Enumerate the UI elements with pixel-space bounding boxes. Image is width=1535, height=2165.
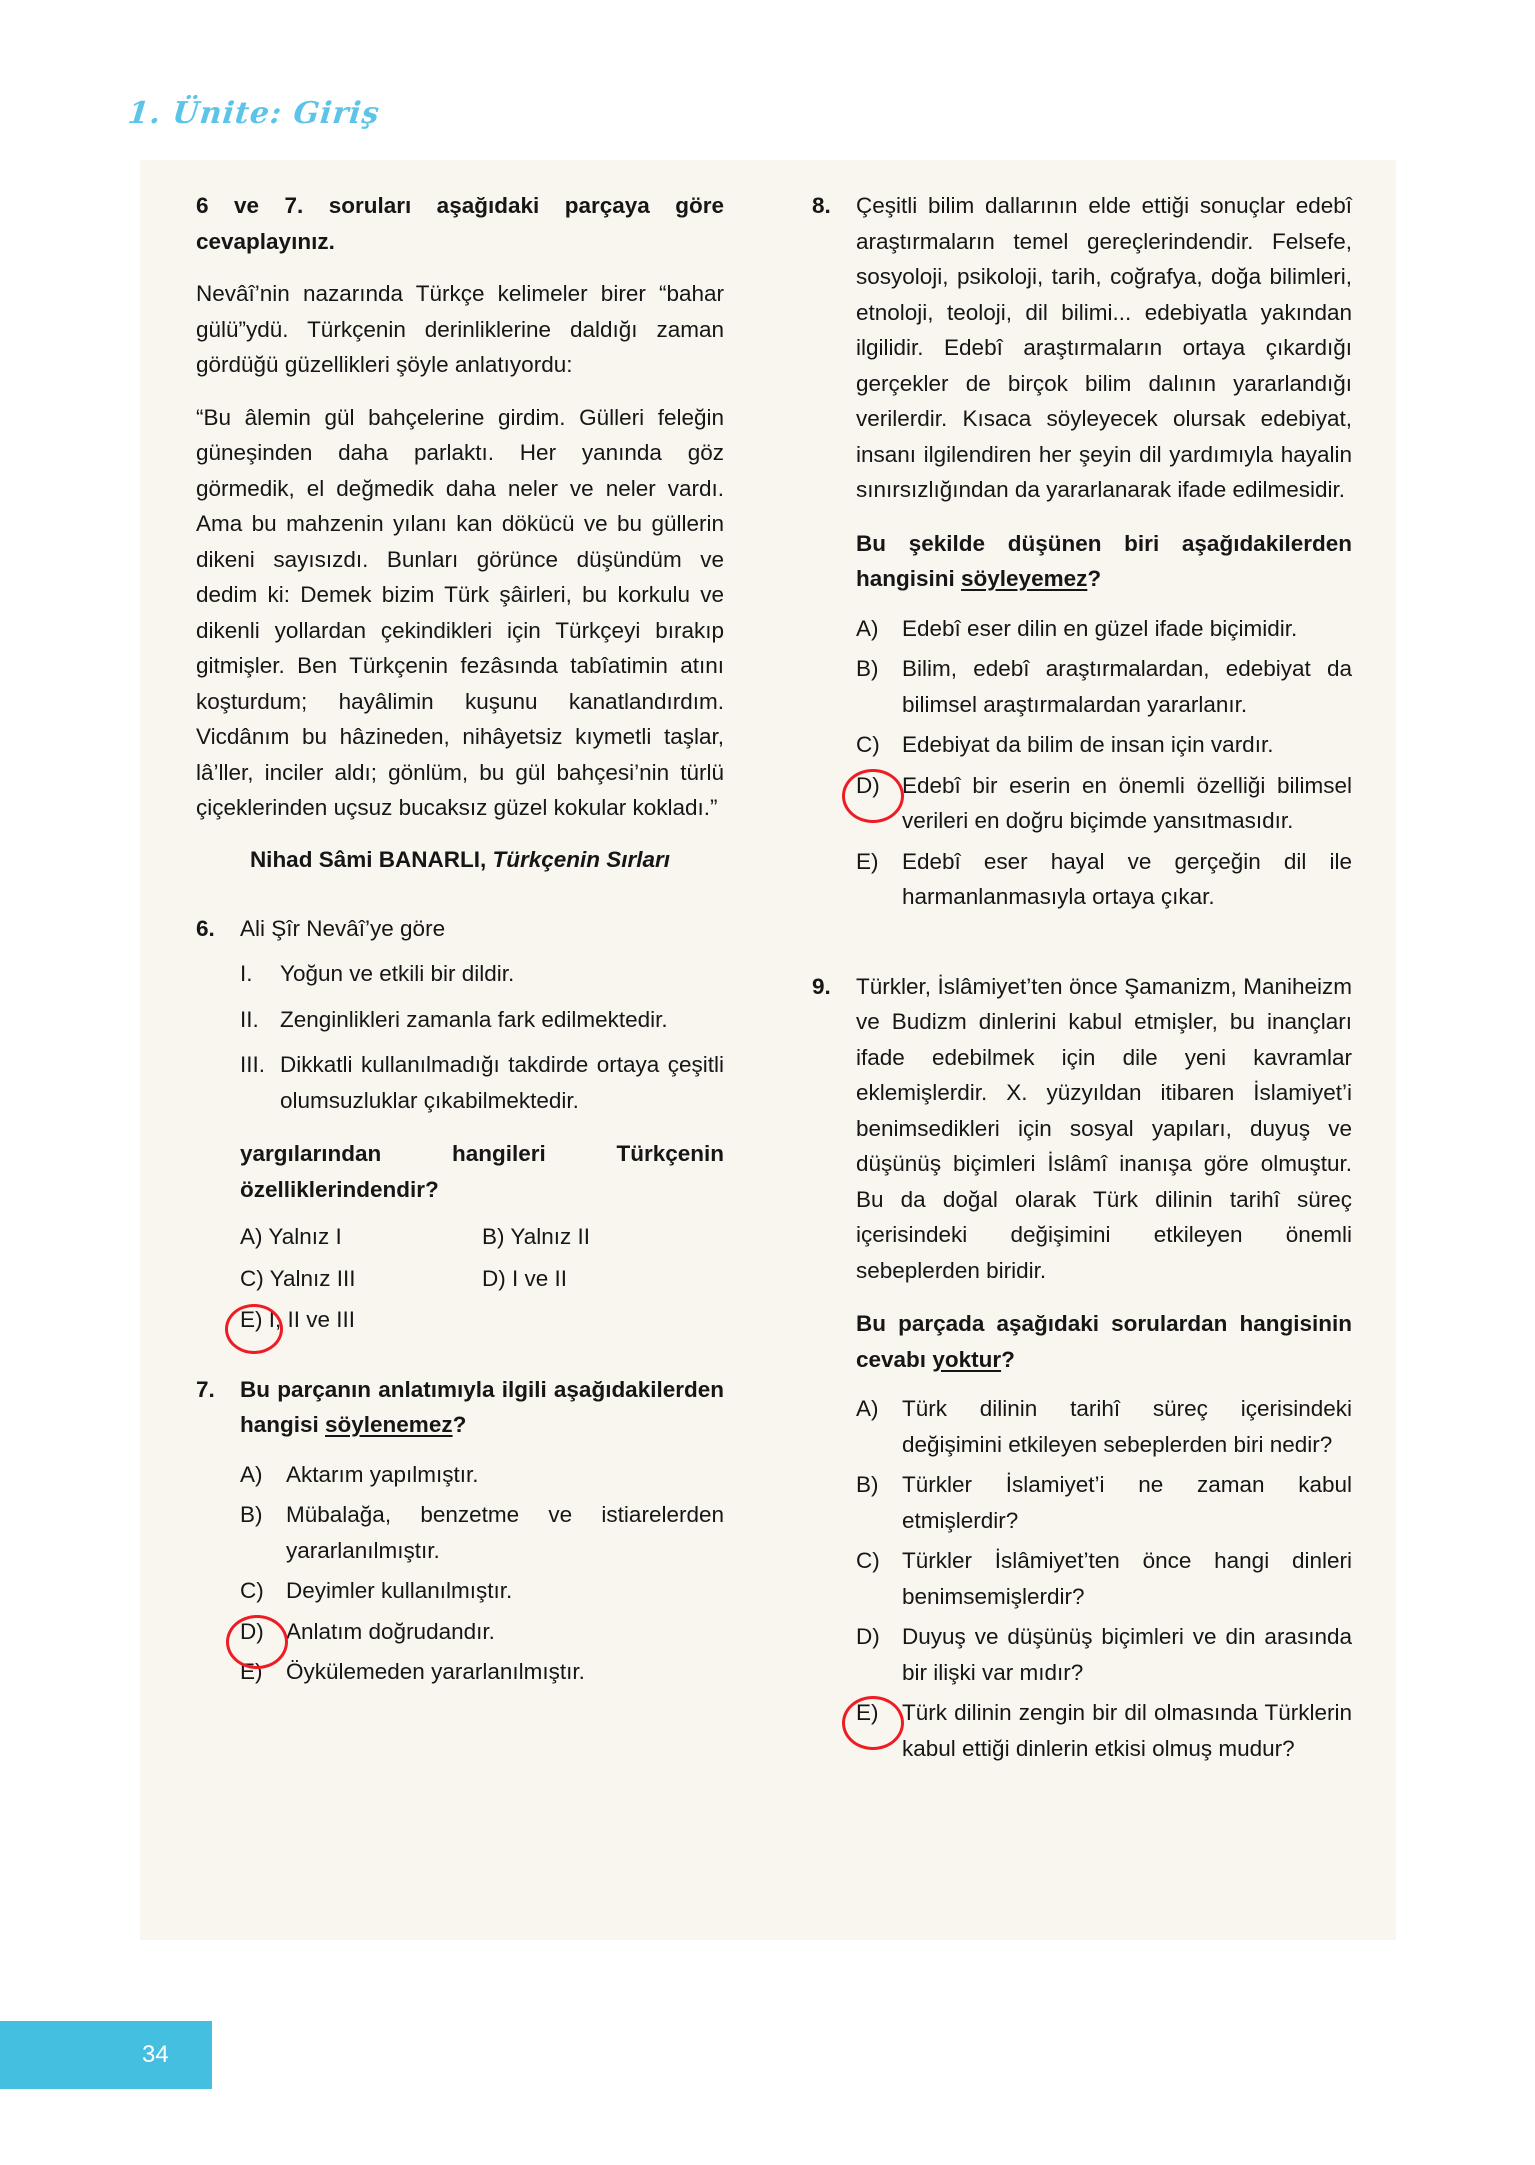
option-d-label: D) — [482, 1265, 506, 1291]
option-a[interactable] — [240, 1457, 724, 1493]
option-a-text: Aktarım yapılmıştır. — [286, 1461, 479, 1487]
option-e[interactable] — [240, 1302, 482, 1338]
page-number: 34 — [142, 2041, 169, 2068]
attribution-author: Nihad Sâmi BANARLI, — [249, 846, 487, 872]
option-a[interactable] — [856, 611, 1352, 647]
question-6-roman-list — [240, 956, 724, 1118]
question-7-number: 7. — [196, 1376, 215, 1402]
question-6-number: 6. — [196, 915, 215, 941]
option-b-label: B) — [482, 1224, 505, 1249]
option-d-text: Edebî bir eserin en önemli özelliği bilimsel verileri en doğru biçimde yansıtmasıdır. — [902, 772, 1352, 833]
option-c-label: C) — [856, 732, 880, 757]
option-c-text: Edebiyat da bilim de insan için vardır. — [902, 732, 1274, 757]
option-d[interactable] — [240, 1614, 724, 1650]
roman-text: Dikkatli kullanılmadığı takdirde ortaya çeşitli olumsuzluklar çıkabilmektedir. — [280, 1052, 724, 1113]
option-e-label: E) — [856, 848, 879, 874]
question-6-stem: Ali Şîr Nevâî’ye göre — [240, 915, 446, 941]
question-9-options — [856, 1391, 1352, 1766]
option-b-text: Türkler İslamiyet’i ne zaman kabul etmişlerdir? — [902, 1472, 1352, 1533]
option-e-text: I, II ve III — [268, 1307, 356, 1332]
roman-label: I. — [240, 961, 253, 986]
option-c[interactable] — [240, 1261, 482, 1297]
stem-part-after: ? — [1001, 1346, 1015, 1372]
option-e-label: E) — [240, 1659, 263, 1684]
option-e-text: Öykülemeden yararlanılmıştır. — [286, 1659, 585, 1684]
option-e[interactable] — [240, 1654, 724, 1690]
option-e-label: E) — [240, 1307, 263, 1332]
option-a-label: A) — [856, 1396, 879, 1421]
option-d[interactable] — [856, 768, 1352, 839]
option-a[interactable] — [240, 1219, 482, 1255]
roman-text: Yoğun ve etkili bir dildir. — [280, 961, 515, 986]
option-a-label: A) — [856, 615, 879, 641]
right-column — [768, 160, 1396, 1940]
question-6-options — [240, 1219, 724, 1338]
option-c-label: C) — [240, 1265, 264, 1291]
option-c[interactable] — [240, 1573, 724, 1609]
option-e-label — [856, 1695, 902, 1731]
question-8 — [812, 188, 1352, 915]
stem-underlined-word: söylenemez — [325, 1412, 453, 1437]
option-a-text: Türk dilinin tarihî süreç içerisindeki değişimini etkileyen sebeplerden biri nedir? — [902, 1396, 1352, 1457]
option-c-label: C) — [856, 1548, 880, 1573]
option-c-text: Yalnız III — [269, 1265, 356, 1291]
option-e-text: Türk dilinin zengin bir dil olmasında Türklerin kabul ettiği dinlerin etkisi olmuş mudur? — [902, 1700, 1352, 1761]
passage-quote: “Bu âlemin gül bahçelerine girdim. Gülleri feleğin güneşinden daha parlaktı. Her yanında göz görmedik, el değmedik daha neler ve neler vardı. Ama bu mahzenin yılanı kan dökücü ve bu güllerin dikeni sayısızdı. Bunları görünce düşündüm ve dedim ki: Demek bizim Türk şâirleri, bu korkulu ve dikenli yollardan çekindikleri için Türkçeyi bırakıp gitmişler. Ben Türkçenin fezâsında tabîatimin atını koşturdum; hayâlimin kuşunu kanatlandırdım. Vicdânım bu hâzineden, nihâyetsiz kıymetli taşlar, lâ’ller, inciler aldı; gönlüm, bu gül bahçesi’nin türlü çiçeklerinden uçsuz bucaksız güzel kokular kokladı.” — [196, 404, 724, 820]
stem-part-before: Bu parçanın anlatımıyla ilgili aşağıdakilerden hangisi — [240, 1376, 724, 1437]
stem-underlined-word: söyleyemez — [961, 566, 1088, 591]
option-e-text: Edebî eser hayal ve gerçeğin dil ile harmanlanmasıyla ortaya çıkar. — [902, 848, 1352, 909]
left-column — [140, 160, 768, 1940]
option-a-label: A) — [240, 1224, 263, 1249]
question-6-sub-stem: yargılarından hangileri Türkçenin özelliklerindendir? — [240, 1141, 724, 1202]
question-7-stem — [240, 1372, 724, 1443]
question-7-options — [240, 1457, 724, 1690]
passage-intro: Nevâî’nin nazarında Türkçe kelimeler birer “bahar gülü”ydü. Türkçenin derinliklerine daldığı zaman gördüğü güzellikleri şöyle anlatıyordu: — [196, 281, 724, 377]
option-d[interactable] — [856, 1619, 1352, 1690]
option-b[interactable] — [856, 651, 1352, 722]
option-b[interactable] — [240, 1497, 724, 1568]
option-b-label: B) — [240, 1502, 263, 1527]
roman-item — [240, 1002, 724, 1038]
option-a-text: Edebî eser dilin en güzel ifade biçimidir. — [902, 615, 1298, 641]
stem-part-before: Bu parçada aşağıdaki sorulardan hangisinin cevabı — [856, 1311, 1352, 1372]
option-c[interactable] — [856, 727, 1352, 763]
option-c[interactable] — [856, 1543, 1352, 1614]
option-d-label-text: D) — [240, 1618, 264, 1644]
option-b[interactable] — [856, 1467, 1352, 1538]
option-e[interactable] — [856, 1695, 1352, 1766]
stem-part-after: ? — [1087, 566, 1102, 591]
attribution-work: Türkçenin Sırları — [492, 846, 671, 872]
option-d-label: D) — [856, 1624, 880, 1649]
option-b-text: Yalnız II — [510, 1224, 590, 1249]
stem-part-after: ? — [452, 1412, 467, 1437]
option-e-label-text: E) — [856, 1700, 879, 1725]
roman-item — [240, 956, 724, 992]
option-a[interactable] — [856, 1391, 1352, 1462]
question-8-stem — [856, 526, 1352, 597]
option-b-text: Mübalağa, benzetme ve istiarelerden yararlanılmıştır. — [286, 1502, 724, 1563]
passage-attribution — [196, 843, 724, 877]
instruction-text: 6 ve 7. soruları aşağıdaki parçaya göre cevaplayınız. — [196, 193, 724, 254]
question-8-head — [812, 188, 1352, 508]
option-e[interactable] — [856, 844, 1352, 915]
question-9-passage: Türkler, İslâmiyet’ten önce Şamanizm, Maniheizm ve Budizm dinlerini kabul etmişler, bu inançları ifade edebilmek için dile yeni kavramlar eklemişlerdir. X. yüzyıldan itibaren İslamiyet’i benimsedikleri için sosyal yapıları, duyuş ve düşünüş biçimleri İslâmî inanışa göre olmuştur. Bu da doğal olarak Türk dilinin tarihî süreç içerisindeki değişimini etkileyen önemli sebeplerden biridir. — [856, 973, 1352, 1283]
stem-part-before: Bu şekilde düşünen biri aşağıdakilerden hangisini — [856, 530, 1352, 591]
option-d-text: Duyuş ve düşünüş biçimleri ve din arasında bir ilişki var mıdır? — [902, 1624, 1352, 1685]
question-9-number: 9. — [812, 973, 831, 999]
option-d-label-text: D) — [856, 772, 880, 798]
question-6-head — [196, 911, 724, 947]
option-d[interactable] — [482, 1261, 724, 1297]
question-9-head — [812, 969, 1352, 1289]
question-8-number: 8. — [812, 193, 831, 218]
option-b[interactable] — [482, 1219, 724, 1255]
stem-underlined-word: yoktur — [932, 1346, 1002, 1372]
question-7 — [196, 1372, 724, 1690]
option-b-text: Bilim, edebî araştırmalardan, edebiyat da bilimsel araştırmalardan yararlanır. — [902, 656, 1352, 717]
roman-label: II. — [240, 1006, 259, 1032]
option-a-text: Yalnız I — [268, 1224, 342, 1249]
two-column-layout — [140, 160, 1396, 1940]
option-d-text: I ve II — [512, 1265, 568, 1291]
roman-item — [240, 1047, 724, 1118]
question-9 — [812, 969, 1352, 1767]
question-8-options — [856, 611, 1352, 915]
question-6 — [196, 911, 724, 1338]
option-d-label — [856, 768, 902, 804]
option-c-text: Türkler İslâmiyet’ten önce hangi dinleri benimsemişlerdir? — [902, 1548, 1352, 1609]
question-7-head — [196, 1372, 724, 1443]
question-8-passage: Çeşitli bilim dallarının elde ettiği sonuçlar edebî araştırmaların temel gereçlerindendir. Felsefe, sosyoloji, psikoloji, tarih, coğrafya, doğa bilimleri, etnoloji, teoloji, dil bilimi... edebiyatla yakından ilgilidir. Edebî araştırmaların ortaya çıkardığı gerçekler de birçok bilim dalının yararlandığı verilerdir. Kısaca söyleyecek olursak edebiyat, insanı ilgilendiren her şeyin dil yardımıyla hayalin sınırsızlığından da yararlanarak ifade edilmesidir. — [856, 193, 1352, 502]
option-a-label: A) — [240, 1461, 263, 1487]
page-number-tab — [0, 2021, 212, 2089]
roman-text: Zenginlikleri zamanla fark edilmektedir. — [280, 1006, 668, 1032]
option-c-label: C) — [240, 1578, 264, 1603]
option-b-label: B) — [856, 1472, 879, 1497]
option-d-text: Anlatım doğrudandır. — [286, 1618, 495, 1644]
option-b-label: B) — [856, 656, 879, 681]
unit-header: 1. Ünite: Giriş — [126, 96, 382, 131]
option-d-label — [240, 1614, 286, 1650]
content-panel — [140, 160, 1396, 1940]
option-c-text: Deyimler kullanılmıştır. — [286, 1578, 513, 1603]
roman-label: III. — [240, 1052, 266, 1077]
question-9-stem — [856, 1306, 1352, 1377]
